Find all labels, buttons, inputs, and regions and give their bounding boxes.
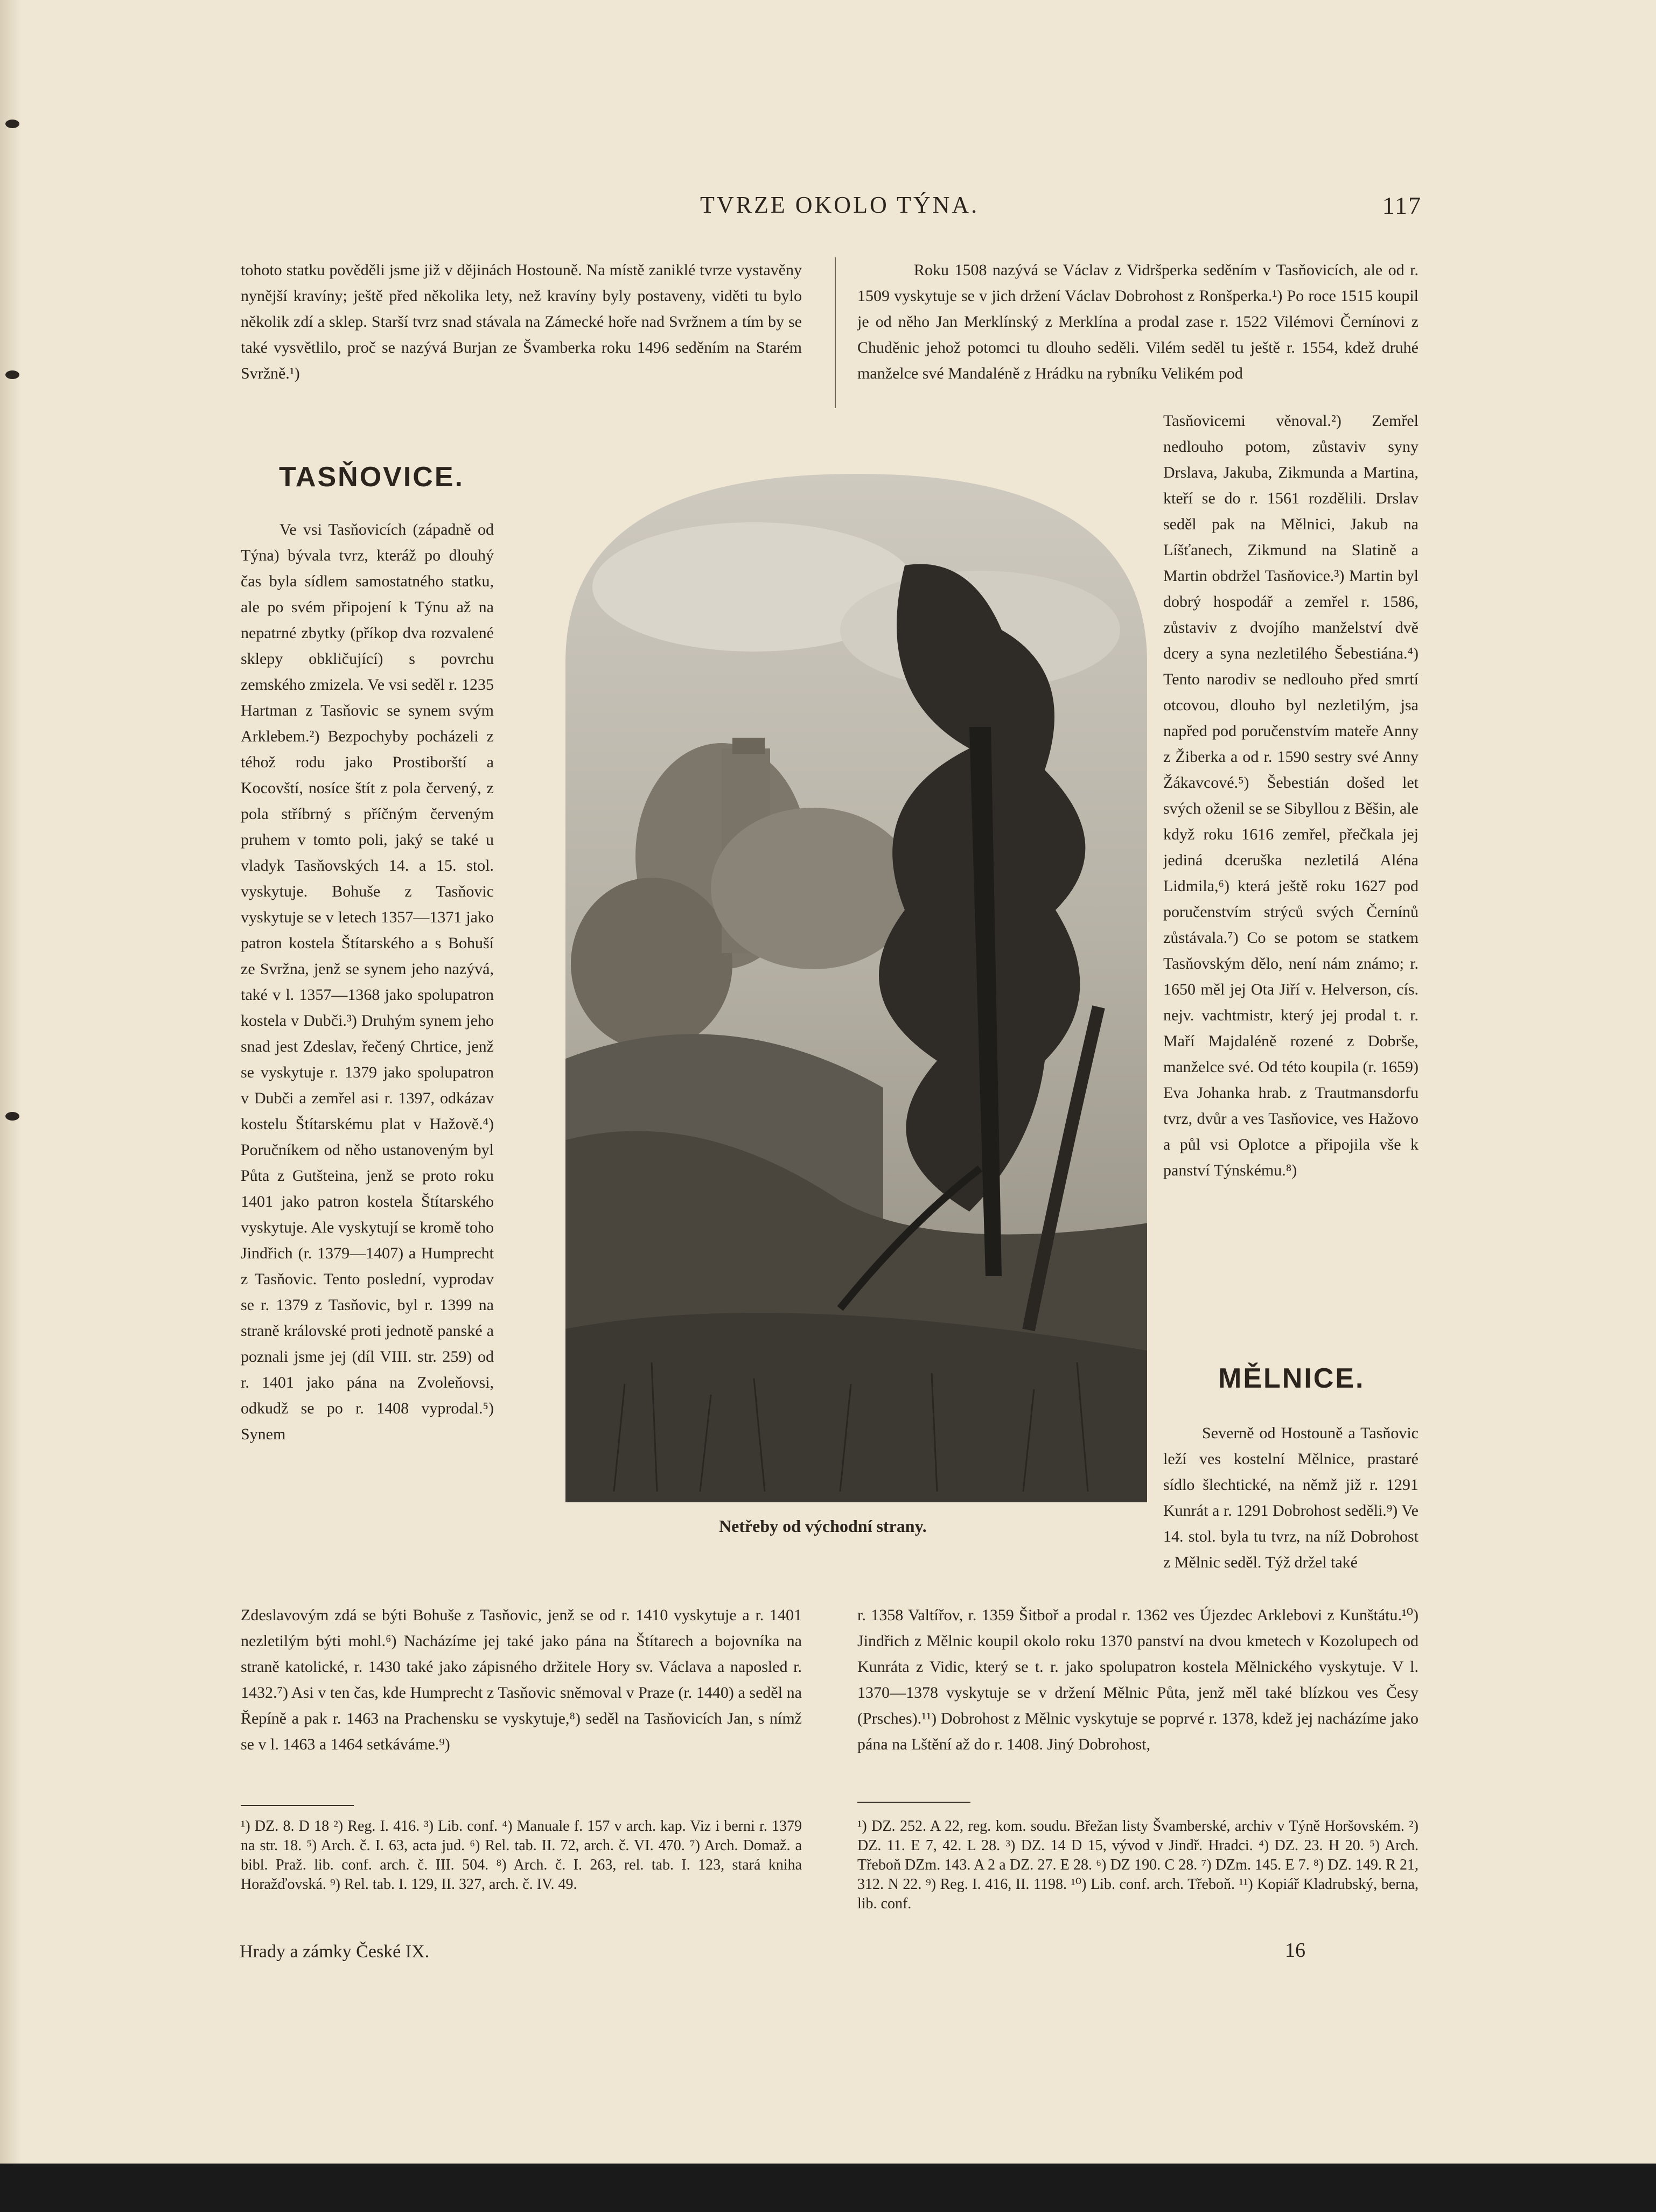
melnice-column: Severně od Hostouně a Tasňovic leží ves kostelní Mělnice, prastaré sídlo šlechtické, na němž již r. 1291 Kunrát a r. 1291 Dobrohost seděli.⁹) Ve 14. stol. byla tu tvrz, na níž Dobrohost z Mělnic seděl. Týž držel také [1163, 1424, 1419, 1571]
footnotes-left: ¹) DZ. 8. D 18 ²) Reg. I. 416. ³) Lib. conf. ⁴) Manuale f. 157 v arch. kap. Viz i berni r. 1379 na str. 18. ⁵) Arch. č. I. 63, acta jud. ⁶) Rel. tab. II. 72, arch. č. VI. 470. ⁷) Arch. Domaž. a bibl. Praž. lib. conf. arch. č. III. 504. ⁸) Arch. č. I. 263, rel. tab. I. 123, stará kniha Horažďovská. ⁹) Rel. tab. I. 129, II. 327, arch. č. IV. 49. [241, 1818, 802, 1893]
column-divider [835, 257, 836, 408]
top-left-paragraph: tohoto statku pověděli jsme již v dějinách Hostouně. Na místě zaniklé tvrze vystavěny nynější kravíny; ještě před několika lety, než kravíny byly postaveny, viděti tu bylo několik zdí a sklep. Starší tvrz snad stávala na Zámecké hoře nad Svržnem a tím by se také vysvětlilo, proč se nazývá Burjan ze Švamberka roku 1496 seděním na Starém Svržně.¹) [241, 261, 802, 382]
footnotes-right: ¹) DZ. 252. A 22, reg. kom. soudu. Břežan listy Švamberské, archiv v Týně Horšovském. ²) DZ. 11. E 7, 42. L 28. ³) DZ. 14 D 15, vývod v Jindř. Hradci. ⁴) DZ. 23. H 20. ⁵) Arch. Třeboň DZm. 143. A 2 a DZ. 27. E 28. ⁶) DZ 190. C 28. ⁷) DZm. 145. E 7. ⁸) DZ. 149. R 21, 312. N 22. ⁹) Reg. I. 416, II. 1198. ¹⁰) Lib. conf. arch. Třeboň. ¹¹) Kopiář Kladrubský, berna, lib. conf. [857, 1818, 1419, 1912]
section-heading-melnice: MĚLNICE. [1218, 1363, 1365, 1394]
book-title-footer: Hrady a zámky České IX. [240, 1942, 430, 1962]
page-number: 117 [1382, 192, 1422, 219]
bottom-right-paragraph: r. 1358 Valtířov, r. 1359 Šitboř a prodal r. 1362 ves Újezdec Arklebovi z Kunštátu.¹⁰) Jindřich z Mělnic koupil okolo roku 1370 panství na dvou kmetech v Kozolupech od Kunráta z Vidic, který se t. r. jako spolupatron kostela Mělnického vyskytuje. V l. 1370—1378 vyskytuje se v držení Mělnic Půta, jenž měl také blízkou ves Česy (Prsches).¹¹) Dobrohost z Mělnic vyskytuje se poprvé r. 1378, kdež jej nacházíme jako pána na Lštění až do r. 1408. Jiný Dobrohost, [857, 1606, 1419, 1753]
illustration-caption: Netřeby od východní strany. [719, 1516, 927, 1536]
landscape-illustration [560, 468, 1152, 1502]
signature-mark: 16 [1285, 1939, 1305, 1962]
footnote-rule-left [241, 1805, 354, 1806]
right-column: Tasňovicemi věnoval.²) Zemřel nedlouho potom, zůstaviv syny Drslava, Jakuba, Zikmunda a Martina, kteří se do r. 1561 rozdělili. Drslav seděl pak na Mělnici, Jakub na Líšťanech, Zikmund na Slatině a Martin obdržel Tasňovice.³) Martin byl dobrý hospodář a zemřel r. 1586, zůstaviv z dvojího manželství dvě dcery a syna nezletilého Šebestiána.⁴) Tento narodiv se nedlouho před smrtí otcovou, dlouho byl nezletilým, jsa napřed pod poručenstvím mateře Anny z Žiberka a od r. 1590 sestry své Anny Žákavcové.⁵) Šebestián došed let svých oženil se se Sibyllou z Běšin, ale když roku 1616 zemřel, přečkala jej jediná dceruška nezletilá Aléna Lidmila,⁶) která ještě roku 1627 pod poručenstvím strýců svých Černínů zůstávala.⁷) Co se potom se statkem Tasňovským dělo, není nám známo; r. 1650 měl jej Ota Jiří v. Helverson, cís. nejv. vachtmistr, který jej prodal t. r. Maří Majdaléně rozené z Dobrše, manželce své. Od této koupila (r. 1659) Eva Johanka hrab. z Trautmansdorfu tvrz, dvůr a ves Tasňovice, ves Hažovo a půl vsi Oplotce a připojila vše k panství Týnskému.⁸) [1163, 412, 1419, 1179]
bottom-left-paragraph: Zdeslavovým zdá se býti Bohuše z Tasňovic, jenž se od r. 1410 vyskytuje a r. 1401 nezletilým býti mohl.⁶) Nacházíme jej také jako pána na Štítarech a bojovníka na straně katolické, r. 1430 také jako zápisného držitele Hory sv. Václava a naposled r. 1432.⁷) Asi v ten čas, kde Humprecht z Tasňovic sněmoval v Praze (r. 1440) a seděl na Řepíně a pak r. 1463 na Prachensku se vyskytuje,⁸) seděl na Tasňovicích Jan, s nímž se v l. 1463 a 1464 setkáváme.⁹) [241, 1606, 802, 1753]
binding-hole [5, 120, 19, 128]
running-title: TVRZE OKOLO TÝNA. [700, 192, 980, 218]
scan-bottom-edge [0, 2164, 1656, 2212]
section-heading-tasnovice: TASŇOVICE. [279, 461, 464, 493]
binding-hole [5, 370, 19, 379]
footnote-rule-right [857, 1802, 970, 1803]
page-header [237, 191, 1422, 223]
binding-hole [5, 1112, 19, 1121]
top-right-paragraph: Roku 1508 nazývá se Václav z Vidršperka seděním v Tasňovicích, ale od r. 1509 vyskytuje se v jich držení Václav Dobrohost z Ronšperka.¹) Po roce 1515 koupil je od něho Jan Merklínský z Merklína a prodal zase r. 1522 Vilémovi Černínovi z Chuděnic jehož potomci tu dlouho seděli. Vilém seděl tu ještě r. 1554, kdež druhé manželce své Mandaléně z Hrádku na rybníku Velikém pod [857, 261, 1419, 382]
tasnovice-column: Ve vsi Tasňovicích (západně od Týna) bývala tvrz, kteráž po dlouhý čas byla sídlem samostatného statku, ale po svém připojení k Týnu až na nepatrné zbytky (příkop dva rozvalené sklepy obkličující) s povrchu zemského zmizela. Ve vsi seděl r. 1235 Hartman z Tasňovic se synem svým Arklebem.²) Bezpochyby pocházeli z téhož rodu jako Prostiborští a Kocovští, nosíce štít z pola červený, z pola stříbrný s příčným červeným pruhem v tomto poli, jaký se také u vladyk Tasňovských 14. a 15. stol. vyskytuje. Bohuše z Tasňovic vyskytuje se v letech 1357—1371 jako patron kostela Štítarského a s Bohuší ze Svržna, jenž se synem jeho nazývá, také v l. 1357—1368 jako spolupatron kostela v Dubči.³) Druhým synem jeho snad jest Zdeslav, řečený Chrtice, jenž se vyskytuje r. 1379 jako spolupatron v Dubči a zemřel asi r. 1397, odkázav kostelu Štítarskému plat v Hažově.⁴) Poručníkem od něho ustanoveným byl Půta z Gutšteina, jenž se proto roku 1401 jako patron kostela Štítarského vyskytuje. Ale vyskytují se kromě toho Jindřich (r. 1379—1407) a Humprecht z Tasňovic. Tento poslední, vyprodav se r. 1379 z Tasňovic, byl r. 1399 na straně královské proti jednotě panské a poznali jsme jej (díl VIII. str. 259) od r. 1401 jako pána na Zvoleňovsi, odkudž se po r. 1408 vyprodal.⁵) Synem [241, 521, 494, 1443]
page-left-edge [0, 0, 22, 2212]
